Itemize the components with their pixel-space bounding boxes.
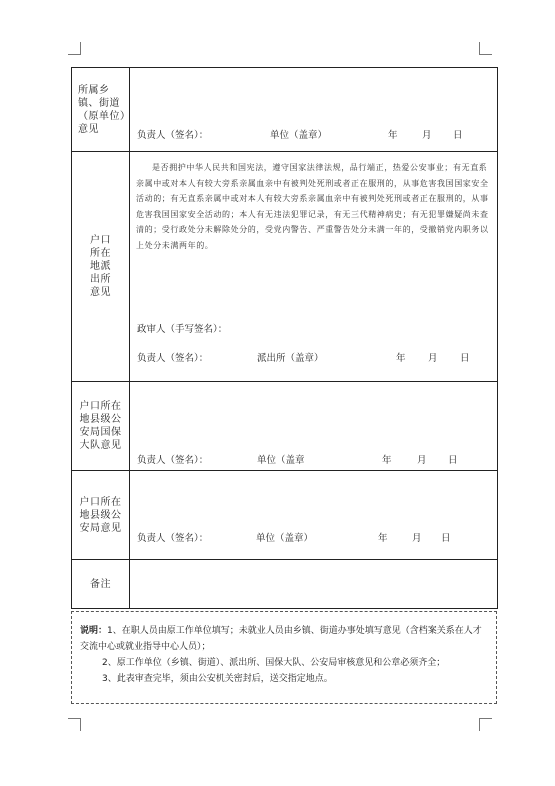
county-bureau-opinion-cell[interactable]: [130, 471, 498, 560]
security-brigade-signer-label: 负责人（签名）：: [137, 455, 209, 466]
township-opinion-label: 所属乡镇、街道（原单位）意见: [72, 68, 130, 152]
crop-mark-top-left: [68, 42, 81, 55]
police-station-opinion-label: 户口所在地派出所意见: [72, 152, 130, 382]
police-station-day-label: 日: [460, 353, 470, 364]
police-station-month-label: 月: [428, 353, 438, 364]
county-bureau-month-label: 月: [412, 533, 422, 544]
police-station-signer-label: 负责人（签名）：: [137, 353, 209, 364]
remarks-label: 备注: [72, 560, 130, 609]
police-station-year-label: 年: [396, 353, 406, 364]
instruction-item-1: 说明：1、在职人员由原工作单位填写；未就业人员由乡镇、街道办事处填写意见（含档案关系在人才交流中心或就业指导中心人员）；: [80, 626, 482, 652]
township-year-label: 年: [388, 130, 398, 141]
crop-mark-top-right: [479, 42, 492, 55]
township-opinion-row: [72, 68, 498, 152]
political-reviewer-label: 政审人（手写签名）：: [137, 324, 228, 335]
security-brigade-day-label: 日: [448, 455, 458, 466]
instruction-item-3: 3、此表审查完毕，须由公安机关密封后，送交指定地点。: [102, 674, 333, 684]
police-station-opinion-row: [72, 152, 498, 382]
county-bureau-signer-label: 负责人（签名）：: [137, 533, 209, 544]
review-form-table: [71, 67, 498, 609]
county-bureau-year-label: 年: [378, 533, 388, 544]
crop-mark-bottom-right: [479, 718, 492, 731]
instruction-item-2: 2、原工作单位（乡镇、街道）、派出所、国保大队、公安局审核意见和公章必须齐全；: [102, 658, 446, 668]
county-bureau-opinion-label: 户口所在地县级公安局意见: [72, 471, 130, 560]
remarks-row: [72, 560, 498, 609]
instructions-box: [71, 611, 497, 704]
township-signer-label: 负责人（签名）：: [137, 130, 209, 141]
police-station-opinion-cell[interactable]: [130, 152, 498, 382]
police-station-seal-label: 派出所（盖章）: [257, 353, 324, 364]
county-bureau-seal-label: 单位（盖章）: [256, 533, 314, 544]
crop-mark-bottom-left: [68, 718, 81, 731]
political-review-statement: 是否拥护中华人民共和国宪法，遵守国家法律法规，品行端正，热爱公安事业；有无直系亲属中或对本人有较大旁系亲属血亲中有被判处死刑或者正在服刑的，从事危害我国国家安全活动的；有无直系亲属中或对本人有较大旁系亲属血亲中有被判处死刑或者正在服刑的，从事危害我国国家安全活动的；本人有无违法犯罪记录，有无三代精神病史；有无犯罪嫌疑尚未查清的；受行政处分未解除处分的，受党内警告、严重警告处分未满一年的，受撤销党内职务以上处分未满两年的。: [136, 163, 489, 250]
instructions-title: 说明：: [80, 626, 108, 636]
township-opinion-cell[interactable]: [130, 68, 498, 152]
security-brigade-seal-label: 单位（盖章: [257, 455, 305, 466]
security-brigade-opinion-row: [72, 382, 498, 471]
security-brigade-opinion-cell[interactable]: [130, 382, 498, 471]
county-bureau-day-label: 日: [441, 533, 451, 544]
security-brigade-year-label: 年: [382, 455, 392, 466]
township-unit-seal-label: 单位（盖章）: [270, 130, 328, 141]
county-bureau-opinion-row: [72, 471, 498, 560]
security-brigade-opinion-label: 户口所在地县级公安局国保大队意见: [72, 382, 130, 471]
township-day-label: 日: [453, 130, 463, 141]
township-month-label: 月: [422, 130, 432, 141]
security-brigade-month-label: 月: [417, 455, 427, 466]
remarks-cell[interactable]: [130, 560, 498, 609]
